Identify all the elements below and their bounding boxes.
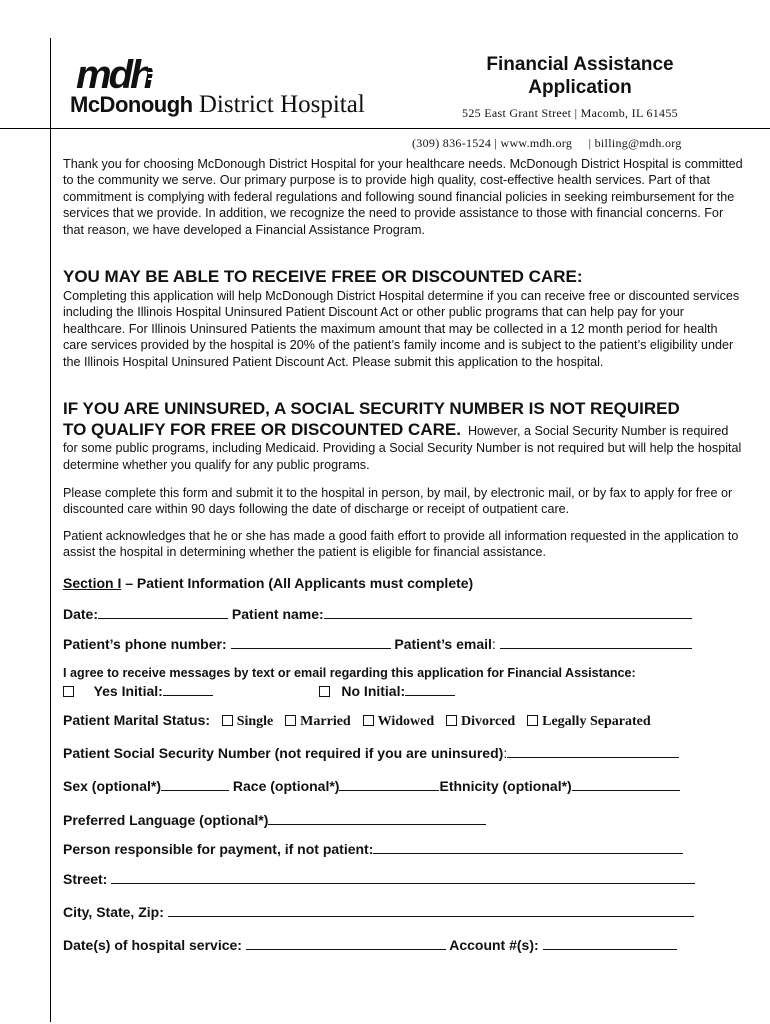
language-label: Preferred Language (optional*)	[63, 812, 269, 828]
form-title-line1: Financial Assistance	[486, 54, 674, 75]
logo-wordmark	[70, 92, 365, 118]
account-field[interactable]	[543, 936, 677, 950]
marital-option-divorced: Divorced	[461, 714, 516, 729]
no-initial-field[interactable]	[405, 682, 455, 696]
single-checkbox[interactable]	[222, 715, 233, 726]
section-title: – Patient Information (All Applicants must complete)	[121, 575, 474, 591]
ethnicity-label: Ethnicity (optional*)	[439, 778, 572, 794]
date-field[interactable]	[98, 605, 228, 619]
ssn-row: Patient Social Security Number (not required if you are uninsured):	[63, 744, 679, 762]
date-name-row	[63, 605, 692, 623]
consent-text: I agree to receive messages by text or email regarding this application for Financial Assistance:	[63, 666, 636, 680]
hospital-contact: (309) 836-1524 | www.mdh.org | billing@mdh.org	[412, 136, 682, 150]
ethnicity-field[interactable]	[572, 777, 680, 791]
sex-label: Sex (optional*)	[63, 778, 162, 794]
service-row	[63, 936, 677, 954]
ssn-tail-text: However, a Social Security Number is required for some public programs, including Medicaid. Providing a Social Security Number is not required but will help the hospital determine whether you qualify for any public programs.	[63, 424, 742, 472]
consent-row	[63, 682, 455, 700]
street-label: Street:	[63, 871, 108, 887]
no-checkbox[interactable]	[319, 686, 330, 697]
yes-initial-label: Yes Initial:	[93, 683, 163, 699]
left-margin-rule	[50, 38, 51, 1022]
patient-name-field[interactable]	[324, 605, 692, 619]
race-label: Race (optional*)	[232, 778, 340, 794]
ssn-label: Patient Social Security Number (not required if you are uninsured)	[63, 745, 504, 761]
ssn-field[interactable]	[507, 744, 679, 758]
form-title-line2: Application	[528, 77, 632, 98]
marital-option-married: Married	[300, 714, 351, 729]
yes-initial-field[interactable]	[163, 682, 213, 696]
date-label: Date:	[63, 606, 99, 622]
free-care-paragraph: Completing this application will help McDonough District Hospital determine if you can receive free or discounted services including the Illinois Hospital Uninsured Patient Discount Act or other public programs that can help pay for your healthcare. For Illinois Uninsured Patients the maximum amount that may be collected in a 12 month period for health care services provided by the hospital is 20% of the patient’s family income and is subject to the patient’s eligibility under the Illinois Hospital Uninsured Patient Discount Act. Please submit this application to the hospital.	[63, 289, 740, 369]
yes-checkbox[interactable]	[63, 686, 74, 697]
ssn-heading-line1: IF YOU ARE UNINSURED, A SOCIAL SECURITY NUMBER IS NOT REQUIRED	[63, 399, 680, 418]
service-dates-label: Date(s) of hospital service:	[63, 937, 242, 953]
logo-name-bold: McDonough	[70, 92, 193, 117]
street-field[interactable]	[111, 870, 695, 884]
hospital-address: 525 East Grant Street | Macomb, IL 61455	[462, 106, 678, 120]
form-title	[460, 53, 700, 99]
legally-separated-checkbox[interactable]	[527, 715, 538, 726]
demographics-row	[63, 777, 680, 795]
logo-mark-text: mdh	[76, 55, 152, 93]
phone-field[interactable]	[231, 635, 391, 649]
account-label: Account #(s):	[449, 937, 539, 953]
marital-option-widowed: Widowed	[377, 714, 435, 729]
phone-email-row: Patient’s phone number: Patient’s email:	[63, 635, 692, 653]
mdh-logo-mark	[76, 55, 226, 93]
logo-name-rest: District Hospital	[192, 91, 365, 118]
ssn-heading-line2: TO QUALIFY FOR FREE OR DISCOUNTED CARE.	[63, 420, 461, 439]
race-field[interactable]	[339, 777, 439, 791]
marital-status-row	[63, 711, 659, 731]
sex-field[interactable]	[161, 777, 229, 791]
widowed-checkbox[interactable]	[363, 715, 374, 726]
patient-name-label: Patient name:	[231, 606, 324, 622]
responsible-field[interactable]	[373, 840, 683, 854]
email-field[interactable]	[500, 635, 692, 649]
responsible-row	[63, 840, 683, 858]
street-row	[63, 870, 695, 888]
email-label: Patient’s email	[394, 636, 492, 652]
city-row	[63, 903, 694, 921]
submit-paragraph: Please complete this form and submit it to the hospital in person, by mail, by electronic mail, or by fax to apply for free or discounted care within 90 days following the date of discharge or receipt of outpatient care.	[63, 486, 733, 517]
phone-label: Patient’s phone number:	[63, 636, 227, 652]
city-field[interactable]	[168, 903, 694, 917]
city-label: City, State, Zip:	[63, 904, 164, 920]
intro-paragraph: Thank you for choosing McDonough District Hospital for your healthcare needs. McDonough District Hospital is committed to the community we serve. Our primary purpose is to provide high quality, cost-effective health services. Part of that commitment is complying with federal regulations and following sound financial policies in seeking reimbursement for the services that we provide. In addition, we recognize the need to provide assistance to those with financial concerns. For that reason, we have developed a Financial Assistance Program.	[63, 157, 743, 237]
married-checkbox[interactable]	[285, 715, 296, 726]
hospital-logo	[70, 55, 390, 125]
service-dates-field[interactable]	[246, 936, 446, 950]
section-label: Section I	[63, 575, 122, 591]
header-divider-rule	[0, 128, 770, 129]
language-field[interactable]	[268, 811, 486, 825]
no-initial-label: No Initial:	[341, 683, 406, 699]
divorced-checkbox[interactable]	[446, 715, 457, 726]
responsible-label: Person responsible for payment, if not patient:	[63, 841, 374, 857]
language-row	[63, 811, 486, 829]
marital-option-single: Single	[236, 714, 274, 729]
ssn-paragraph	[63, 421, 743, 474]
marital-status-label: Patient Marital Status:	[63, 712, 211, 728]
marital-option-legally-separated: Legally Separated	[542, 714, 651, 729]
acknowledge-paragraph: Patient acknowledges that he or she has made a good faith effort to provide all information requested in the application to assist the hospital in determining whether the patient is eligible for financial assistance.	[63, 529, 739, 560]
section-heading	[63, 574, 473, 592]
free-care-heading: YOU MAY BE ABLE TO RECEIVE FREE OR DISCOUNTED CARE:	[63, 267, 583, 286]
